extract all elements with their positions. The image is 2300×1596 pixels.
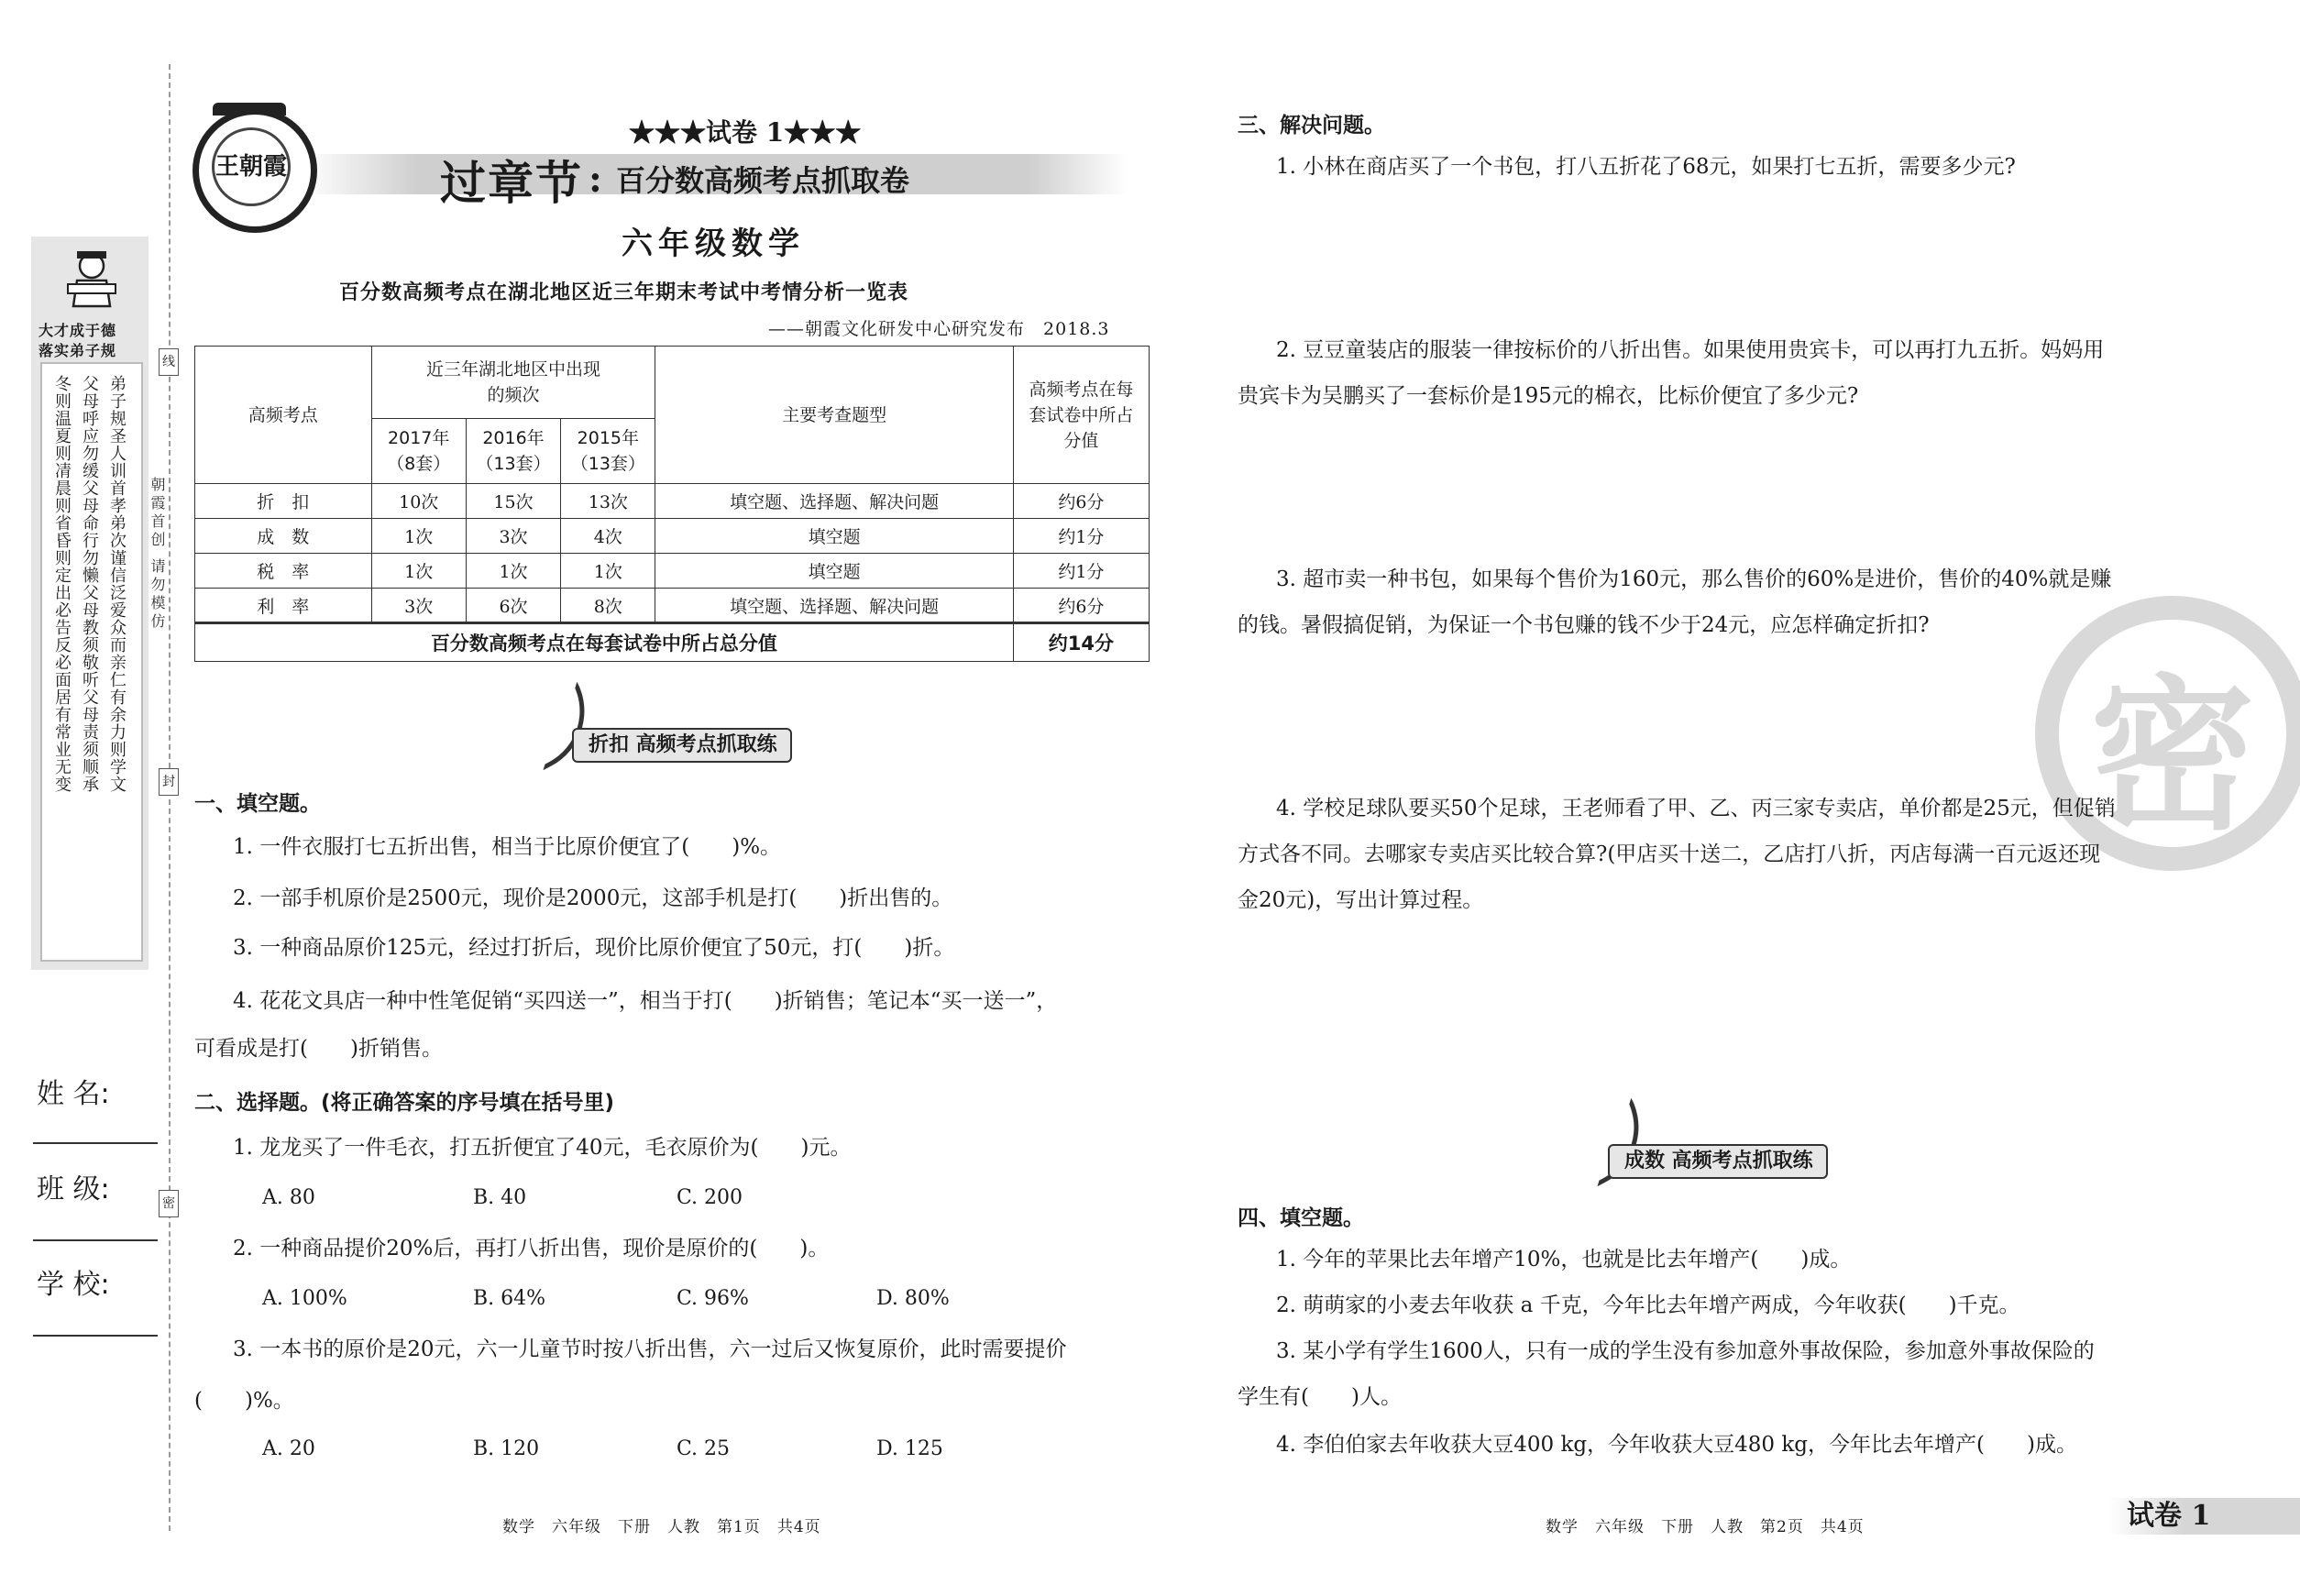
chengshu-q1: 1. 今年的苹果比去年增产10%，也就是比去年增产( )成。 <box>1276 1248 1852 1271</box>
cell-2016: 3次 <box>466 519 560 554</box>
choice-q3-option[interactable]: C. 25 <box>677 1437 731 1460</box>
stats-table <box>194 346 1150 662</box>
section-badge-chengshu: 成数 高频考点抓取练 <box>1608 1144 1828 1179</box>
total-label: 百分数高频考点在每套试卷中所占总分值 <box>195 623 1014 662</box>
grade-subject: 六年级数学 <box>622 226 805 262</box>
school-line[interactable] <box>33 1335 158 1337</box>
cell-2017: 10次 <box>371 484 466 519</box>
cell-type: 填空题 <box>655 554 1013 589</box>
logo-text: 王朝霞 <box>212 127 291 206</box>
table-row <box>195 554 1150 589</box>
cell-2017: 1次 <box>371 554 466 589</box>
table-source-org: ——朝霞文化研发中心研究发布 <box>768 319 1026 339</box>
choice-q2-option[interactable]: D. 80% <box>876 1287 950 1310</box>
cut-mark-feng: 封 <box>159 768 179 796</box>
choice-q2: 2. 一种商品提价20%后，再打八折出售，现价是原价的( )。 <box>233 1237 830 1260</box>
col-point: 高频考点 <box>195 347 372 484</box>
cut-mark-mi: 密 <box>159 1190 179 1217</box>
solve-q2-line1: 2. 豆豆童装店的服装一律按标价的八折出售。如果使用贵宾卡，可以再打九五折。妈妈用 <box>1276 338 2105 362</box>
cell-2016: 6次 <box>466 589 560 623</box>
cut-line <box>169 64 171 1531</box>
choice-q3-option[interactable]: A. 20 <box>262 1437 315 1460</box>
mascot-icon <box>64 248 119 308</box>
fill-q4-line2: 可看成是打( )折销售。 <box>194 1037 443 1061</box>
part3-title: 三、解决问题。 <box>1238 114 1385 138</box>
table-title: 百分数高频考点在湖北地区近三年期末考试中考情分析一览表 <box>339 281 909 304</box>
part4-title: 四、填空题。 <box>1238 1206 1364 1230</box>
page-subtitle: 百分数高频考点抓取卷 <box>616 163 910 198</box>
name-label: 姓 名: <box>37 1078 110 1110</box>
name-line[interactable] <box>33 1142 158 1144</box>
solve-q2-line2: 贵宾卡为吴鹏买了一套标价是195元的棉衣，比标价便宜了多少元? <box>1238 384 1859 408</box>
test-number: ★★★试卷 1★★★ <box>629 117 862 148</box>
watermark-stamp: 密 <box>2035 596 2300 871</box>
solve-q4-line2: 方式各不同。去哪家专卖店买比较合算?(甲店买十送二，乙店打八折，丙店每满一百元返还现 <box>1238 842 2101 866</box>
motto-column-2: 父母呼应勿缓父母命行勿懒父母教须敬听父母责须顺承 <box>80 375 99 793</box>
solve-q3-line2: 的钱。暑假搞促销，为保证一个书包赚的钱不少于24元，应怎样确定折扣? <box>1238 613 1930 637</box>
fill-q4-line1: 4. 花花文具店一种中性笔促销“买四送一”，相当于打( )折销售；笔记本“买一送一”， <box>233 989 1058 1013</box>
cell-2016: 1次 <box>466 554 560 589</box>
cell-point: 折 扣 <box>195 484 372 519</box>
col-type: 主要考查题型 <box>655 347 1013 484</box>
col-2017: 2017年（8套） <box>371 419 466 484</box>
cut-mark-xian: 线 <box>159 348 179 376</box>
corner-tag: 试卷 1 <box>2108 1498 2300 1535</box>
cell-score: 约6分 <box>1013 484 1149 519</box>
page-title: 过章节 <box>440 157 583 210</box>
choice-q3-line1: 3. 一本书的原价是20元，六一儿童节时按八折出售，六一过后又恢复原价，此时需要提价 <box>233 1337 1067 1361</box>
choice-q2-option[interactable]: A. 100% <box>262 1287 347 1310</box>
col-score: 高频考点在每套试卷中所占分值 <box>1013 347 1149 484</box>
col-2016: 2016年（13套） <box>466 419 560 484</box>
class-line[interactable] <box>33 1239 158 1241</box>
col-frequency: 近三年湖北地区中出现的频次 <box>371 347 655 419</box>
footer-left: 数学 六年级 下册 人教 第1页 共4页 <box>502 1518 821 1536</box>
cell-score: 约1分 <box>1013 554 1149 589</box>
chengshu-q2: 2. 萌萌家的小麦去年收获 a 千克，今年比去年增产两成，今年收获( )千克。 <box>1276 1293 2020 1317</box>
cell-2017: 1次 <box>371 519 466 554</box>
table-source <box>768 315 1110 340</box>
chengshu-q3-line2: 学生有( )人。 <box>1238 1385 1402 1409</box>
table-source-date: 2018.3 <box>1043 319 1110 339</box>
title-colon: : <box>589 158 602 201</box>
part1-title: 一、填空题。 <box>194 792 321 816</box>
table-row <box>195 519 1150 554</box>
strip-banner-line2: 落实弟子规 <box>39 342 117 359</box>
choice-q3-option[interactable]: D. 125 <box>876 1437 943 1460</box>
table-header-row-1 <box>195 347 1150 419</box>
cell-point: 税 率 <box>195 554 372 589</box>
fill-q1: 1. 一件衣服打七五折出售，相当于比原价便宜了( )%。 <box>233 835 782 859</box>
part2-title: 二、选择题。(将正确答案的序号填在括号里) <box>194 1091 615 1115</box>
choice-q3-line2: ( )%。 <box>194 1389 294 1413</box>
school-label: 学 校: <box>37 1269 110 1301</box>
cell-2015: 4次 <box>561 519 655 554</box>
cell-type: 填空题、选择题、解决问题 <box>655 484 1013 519</box>
cell-score: 约1分 <box>1013 519 1149 554</box>
table-total-row <box>195 623 1150 662</box>
fill-q3: 3. 一种商品原价125元，经过打折后，现价比原价便宜了50元，打( )折。 <box>233 936 955 960</box>
solve-q1: 1. 小林在商店买了一个书包，打八五折花了68元，如果打七五折，需要多少元? <box>1276 155 2016 179</box>
choice-q3-option[interactable]: B. 120 <box>473 1437 540 1460</box>
cell-2015: 8次 <box>561 589 655 623</box>
table-row <box>195 484 1150 519</box>
cell-point: 利 率 <box>195 589 372 623</box>
total-value: 约14分 <box>1013 623 1149 662</box>
cell-2016: 15次 <box>466 484 560 519</box>
motto-column-1: 弟子规圣人训首孝弟次谨信泛爱众而亲仁有余力则学文 <box>107 375 127 793</box>
solve-q4-line1: 4. 学校足球队要买50个足球，王老师看了甲、乙、丙三家专卖店，单价都是25元，但促销 <box>1276 797 2116 820</box>
fill-q2: 2. 一部手机原价是2500元，现价是2000元，这部手机是打( )折出售的。 <box>233 886 953 910</box>
chengshu-q4: 4. 李伯伯家去年收获大豆400 kg，今年收获大豆480 kg，今年比去年增产( )成。 <box>1276 1433 2077 1457</box>
strip-banner-line1: 大才成于德 <box>39 322 117 339</box>
choice-q1: 1. 龙龙买了一件毛衣，打五折便宜了40元，毛衣原价为( )元。 <box>233 1136 852 1160</box>
footer-right: 数学 六年级 下册 人教 第2页 共4页 <box>1546 1518 1865 1536</box>
choice-q1-option[interactable]: A. 80 <box>262 1186 315 1209</box>
cell-2017: 3次 <box>371 589 466 623</box>
cell-score: 约6分 <box>1013 589 1149 623</box>
brand-logo <box>193 108 317 233</box>
cut-note: 朝霞首创 请勿模仿 <box>149 477 166 633</box>
chengshu-q3-line1: 3. 某小学有学生1600人，只有一成的学生没有参加意外事故保险，参加意外事故保险的 <box>1276 1339 2095 1363</box>
cell-2015: 13次 <box>561 484 655 519</box>
solve-q3-line1: 3. 超市卖一种书包，如果每个售价为160元，那么售价的60%是进价，售价的40%就是赚 <box>1276 567 2112 591</box>
section-badge-discount: 折扣 高频考点抓取练 <box>572 728 792 763</box>
choice-q2-option[interactable]: C. 96% <box>677 1287 749 1310</box>
cell-type: 填空题 <box>655 519 1013 554</box>
cell-point: 成 数 <box>195 519 372 554</box>
motto-column-3: 冬则温夏则凊晨则省昏则定出必告反必面居有常业无变 <box>52 375 72 793</box>
choice-q1-option[interactable]: B. 40 <box>473 1186 527 1209</box>
solve-q4-line3: 金20元)，写出计算过程。 <box>1238 888 1484 912</box>
table-row <box>195 589 1150 623</box>
motto-box <box>40 362 143 962</box>
choice-q1-option[interactable]: C. 200 <box>677 1186 743 1209</box>
class-label: 班 级: <box>37 1173 110 1205</box>
choice-q2-option[interactable]: B. 64% <box>473 1287 546 1310</box>
col-2015: 2015年（13套） <box>561 419 655 484</box>
cell-2015: 1次 <box>561 554 655 589</box>
cell-type: 填空题、选择题、解决问题 <box>655 589 1013 623</box>
